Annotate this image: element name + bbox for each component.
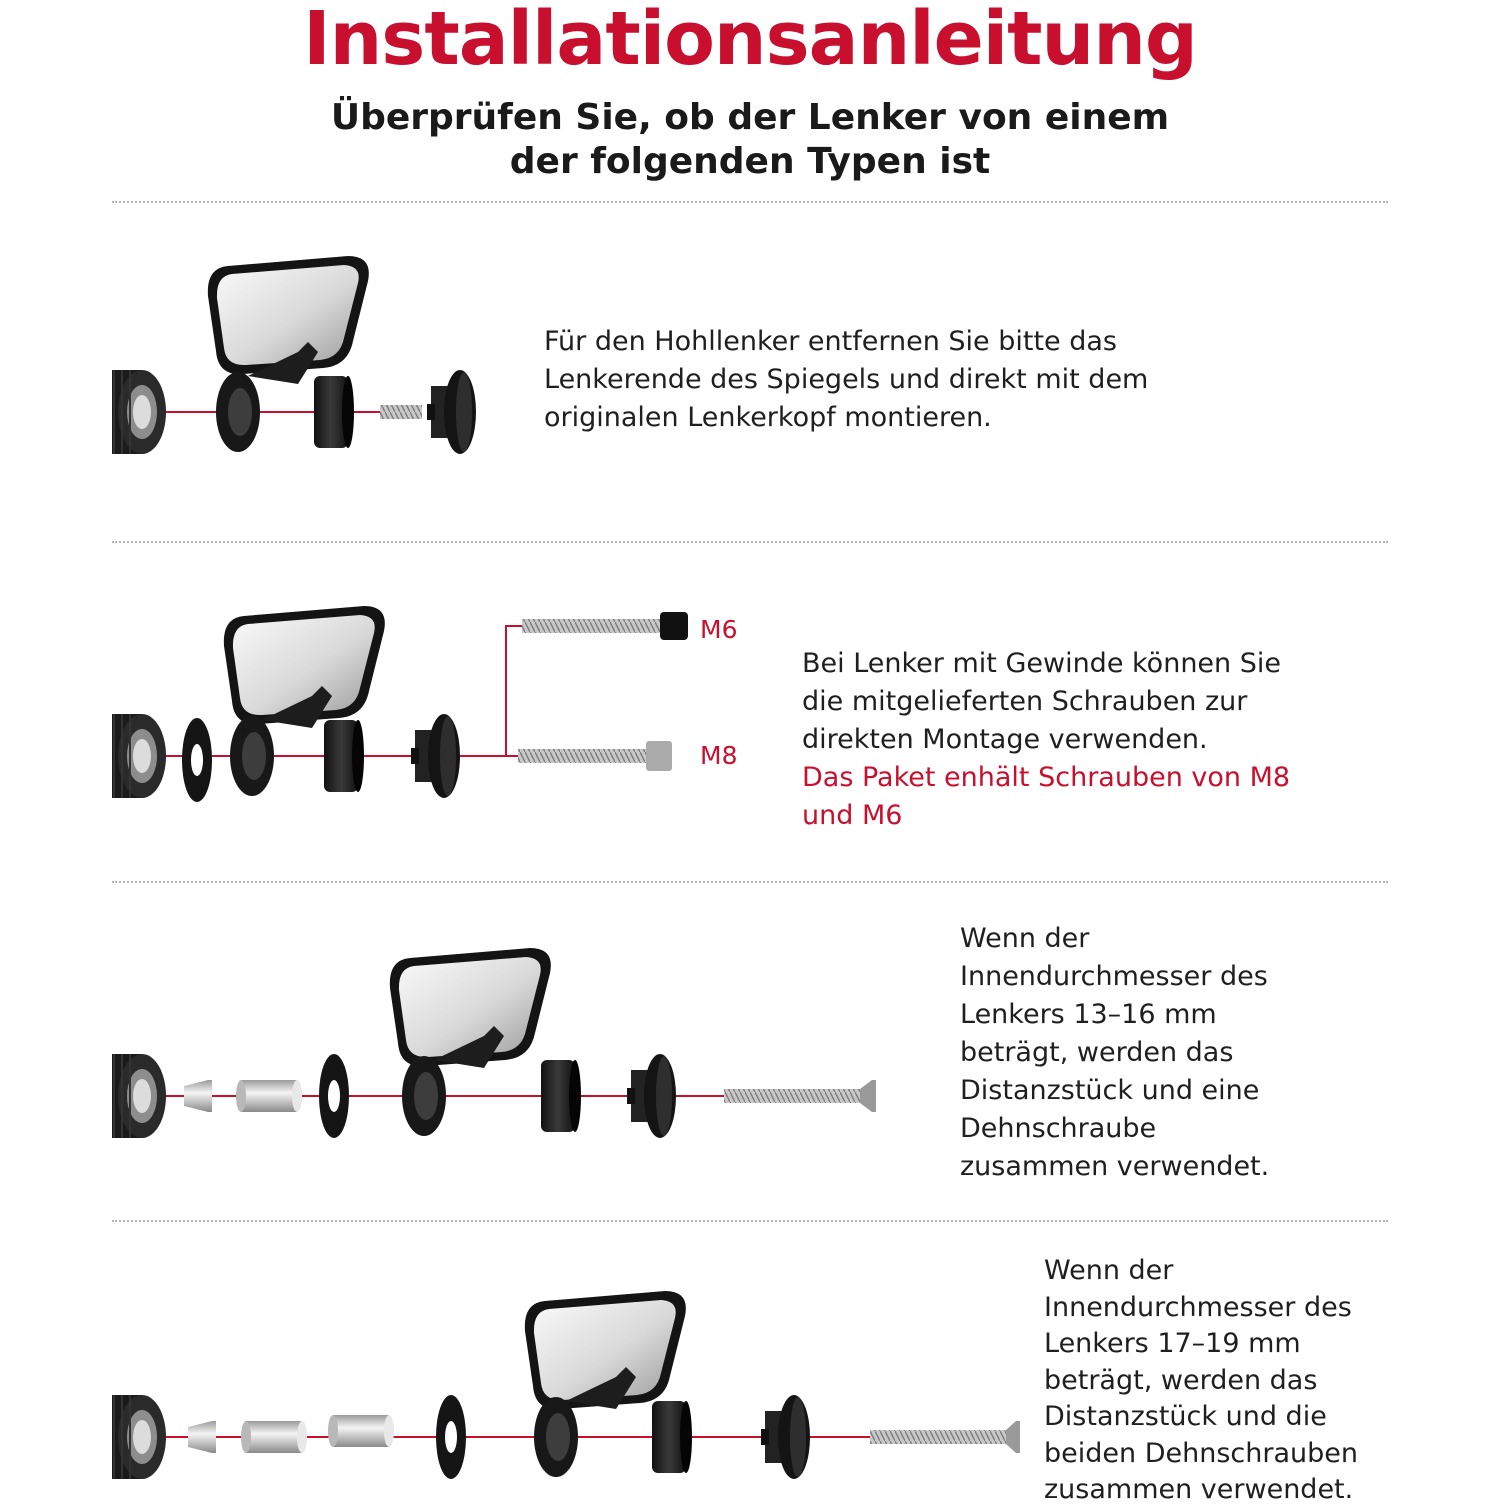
spacer-ring-image [541, 1060, 581, 1132]
label-m8: M8 [700, 741, 738, 770]
spacer-ring-image [314, 376, 354, 448]
diagram-diameter-13-16 [0, 882, 900, 1218]
distance-sleeve-image [241, 1421, 307, 1453]
text-line: beträgt, werden das [1044, 1364, 1318, 1396]
bracket-line [506, 626, 522, 756]
text-line: Lenkers 17–19 mm [1044, 1328, 1301, 1359]
section-3-text [960, 920, 1420, 1186]
text-line: direkten Montage verwenden. [802, 724, 1208, 755]
section-4-text [1044, 1253, 1484, 1509]
highlight-line: und M6 [802, 800, 903, 831]
page-subtitle [0, 96, 1500, 184]
expansion-cone-image [184, 1080, 212, 1112]
washer-image [319, 1054, 349, 1138]
text-line: die mitgelieferten Schrauben zur [802, 686, 1248, 717]
text-line: Lenkerende des Spiegels und direkt mit dem [544, 364, 1149, 395]
section-hollow-handlebar [0, 202, 1500, 542]
spacer-ring-image [324, 720, 364, 792]
handlebar-grip-image [112, 1395, 166, 1479]
screw-m6-head [660, 612, 688, 640]
handlebar-grip-image [112, 370, 166, 454]
text-line: Bei Lenker mit Gewinde können Sie [802, 648, 1281, 679]
spacer-ring-image [652, 1401, 692, 1473]
subtitle-line-2: der folgenden Typen ist [509, 141, 991, 182]
bar-end-cap-image [427, 370, 476, 454]
section-threaded-handlebar [0, 542, 1500, 882]
page-title: Installationsanleitung [303, 0, 1197, 82]
text-line: Distanzstück und eine [960, 1075, 1260, 1106]
expansion-bolt-head [860, 1080, 876, 1112]
text-line: Innendurchmesser des [960, 961, 1268, 992]
bar-end-cap-image [761, 1395, 810, 1479]
section-diameter-17-19 [0, 1221, 1500, 1505]
screw-m6-image [522, 619, 662, 633]
handlebar-grip-image [112, 714, 166, 798]
expansion-bolt-image [870, 1430, 1008, 1444]
diagram-hollow-handlebar [0, 202, 520, 540]
bar-end-cap-image [627, 1054, 676, 1138]
label-m6: M6 [700, 615, 738, 644]
washer-image [436, 1395, 466, 1479]
washer-image [182, 718, 212, 802]
distance-sleeve-image [236, 1080, 302, 1112]
distance-sleeve-image [328, 1415, 394, 1447]
screw-m8-head [646, 741, 672, 771]
mirror-image [208, 256, 369, 374]
text-line: beiden Dehnschrauben [1044, 1437, 1358, 1469]
expansion-bolt-head [1006, 1421, 1020, 1453]
handlebar-grip-image [112, 1054, 166, 1138]
text-line: Für den Hohllenker entfernen Sie bitte das [544, 326, 1117, 357]
text-line: Dehnschraube [960, 1113, 1157, 1144]
threaded-bolt-image [380, 405, 422, 419]
expansion-cone-image [188, 1421, 216, 1453]
subtitle-line-1: Überprüfen Sie, ob der Lenker von einem [330, 97, 1170, 138]
text-line: zusammen verwendet. [960, 1151, 1270, 1182]
diagram-diameter-17-19 [0, 1221, 1030, 1500]
text-line: Innendurchmesser des [1044, 1291, 1352, 1323]
bar-end-cap-image [411, 714, 460, 798]
section-diameter-13-16 [0, 882, 1500, 1220]
highlight-line: Das Paket enhält Schrauben von M8 [802, 762, 1291, 793]
text-line: zusammen verwendet. [1044, 1474, 1354, 1505]
text-line: Wenn der [960, 923, 1090, 954]
screw-m8-image [518, 749, 648, 763]
text-line: originalen Lenkerkopf montieren. [544, 402, 992, 433]
text-line: Wenn der [1044, 1255, 1174, 1286]
text-line: Distanzstück und die [1044, 1401, 1327, 1432]
text-line: beträgt, werden das [960, 1037, 1234, 1068]
text-line: Lenkers 13–16 mm [960, 999, 1217, 1030]
diagram-threaded-handlebar [0, 542, 780, 880]
expansion-bolt-image [724, 1089, 862, 1103]
section-2-text [802, 645, 1462, 835]
section-1-text [544, 323, 1304, 437]
